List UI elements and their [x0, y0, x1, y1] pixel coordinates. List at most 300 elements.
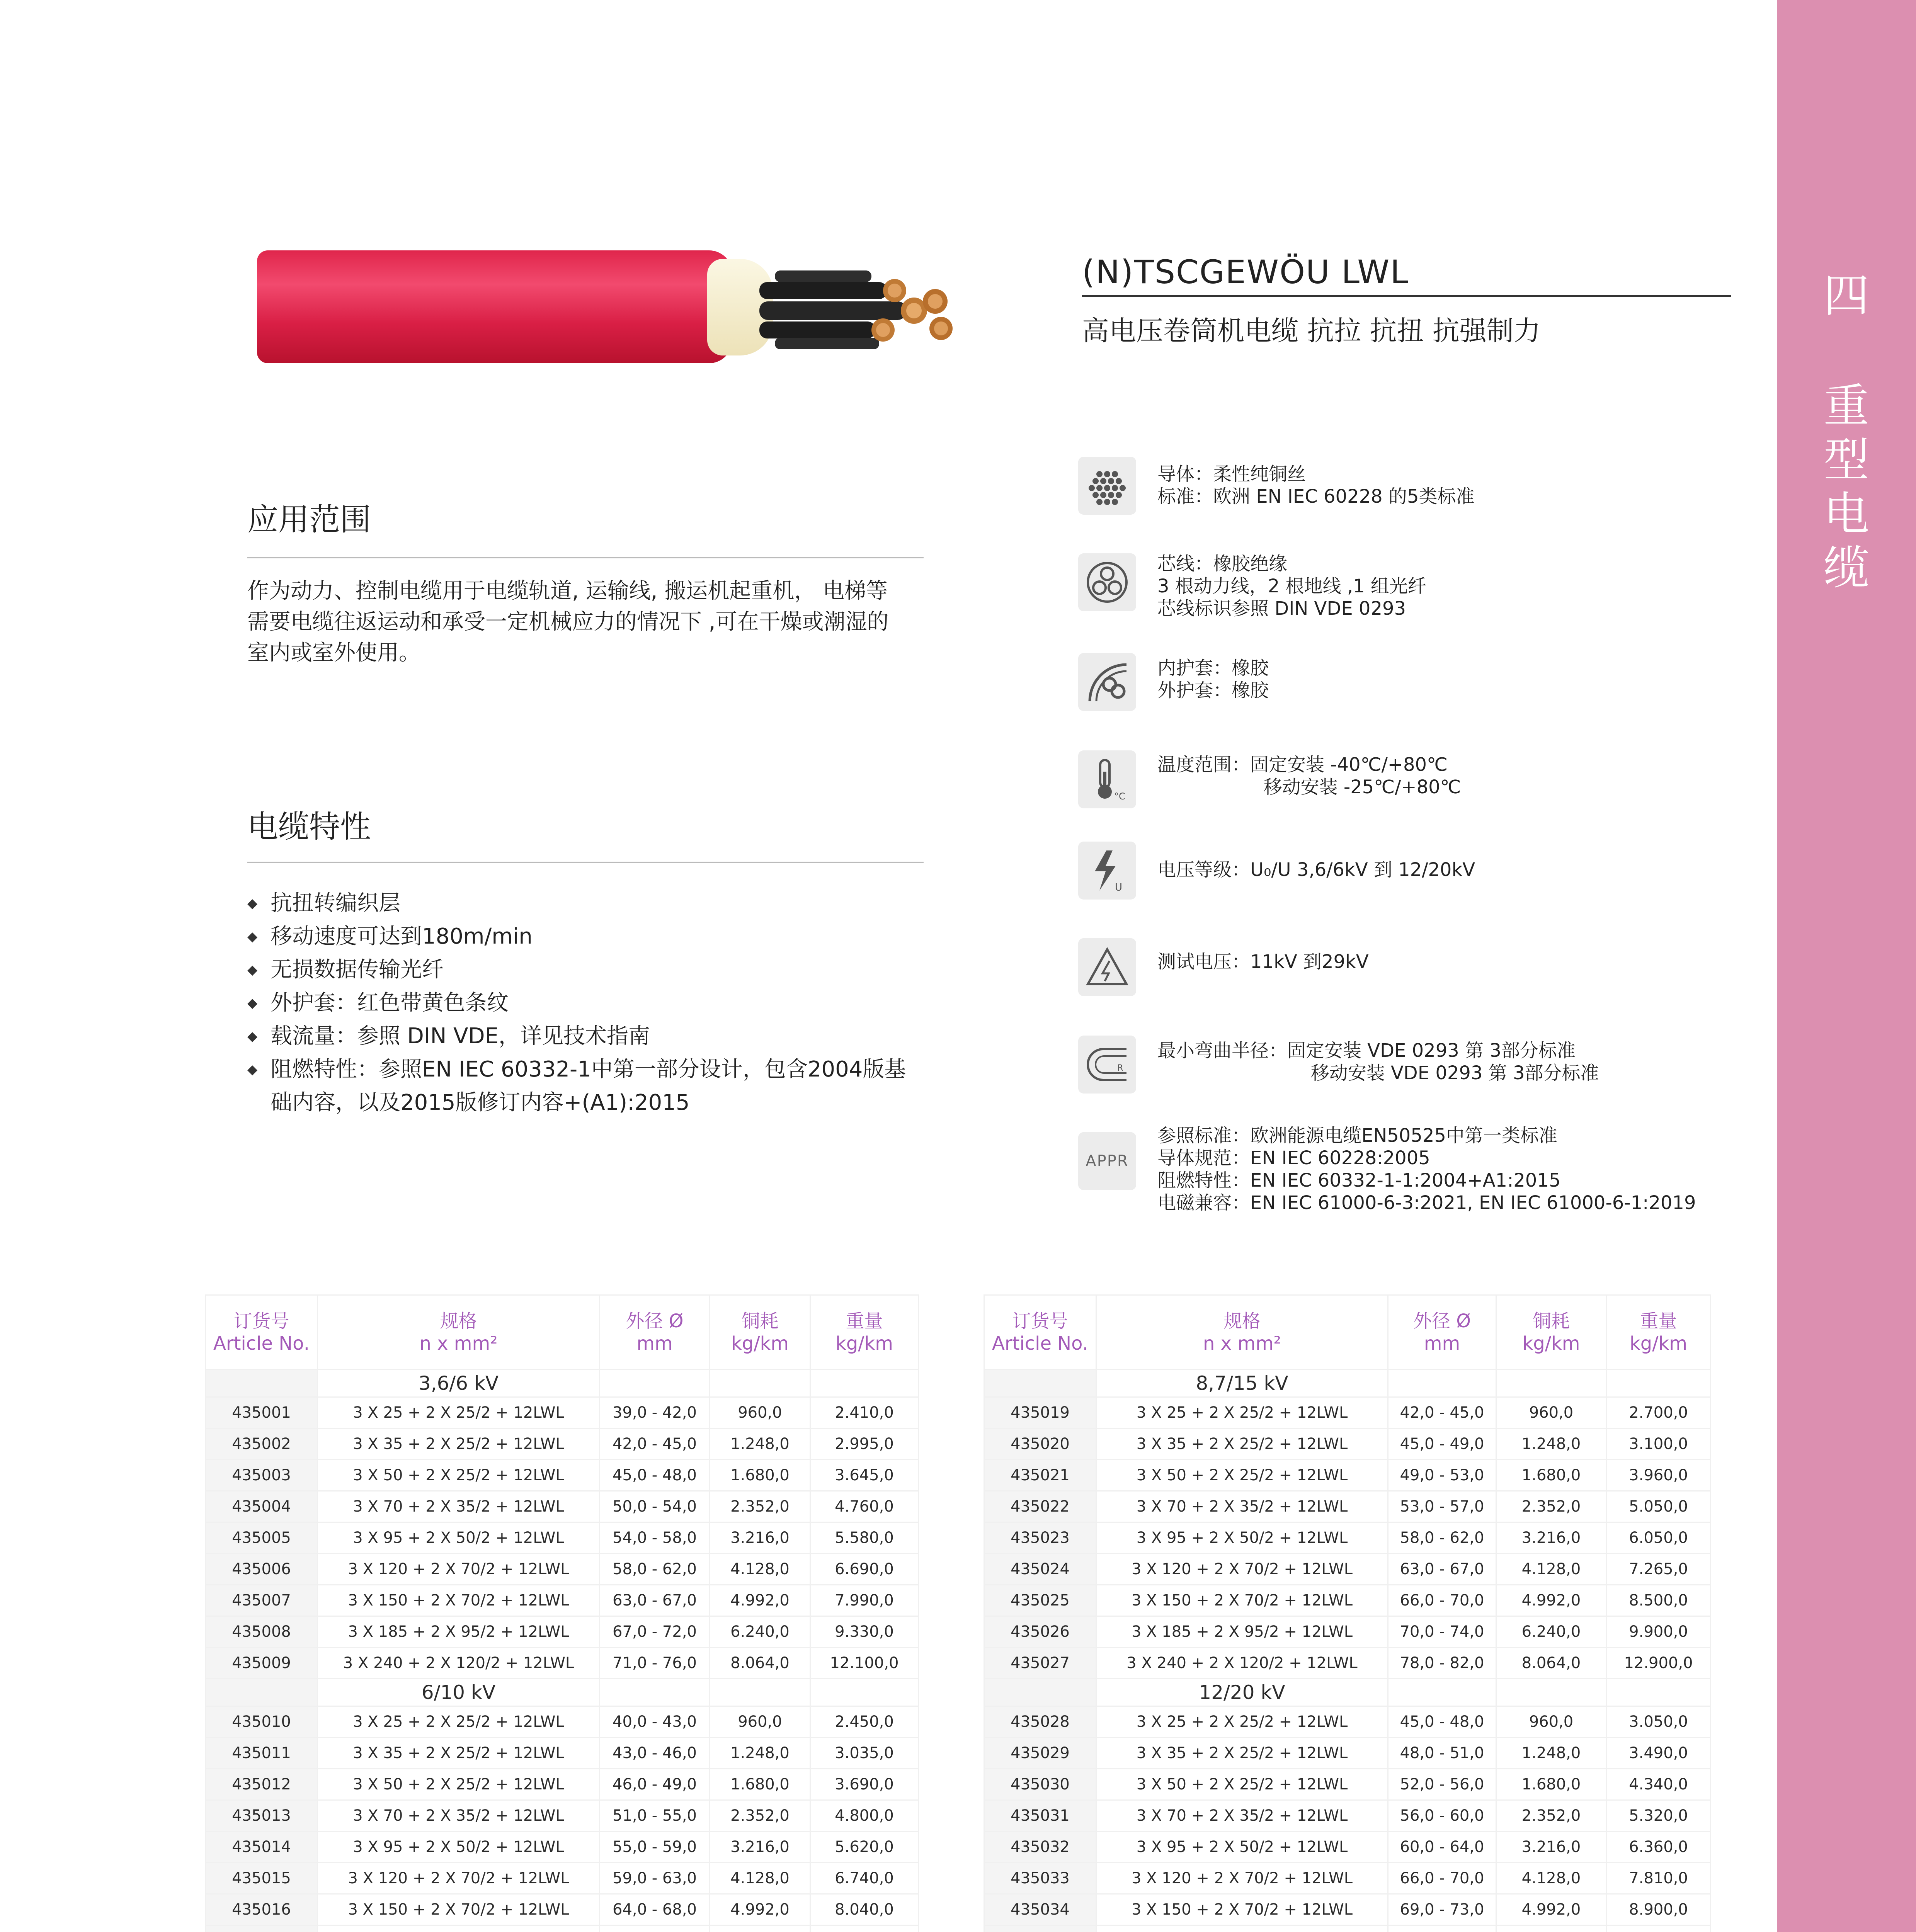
spec-size: 3 X 120 + 2 X 70/2 + 12LWL — [1096, 1554, 1388, 1585]
article-number: 435022 — [984, 1491, 1096, 1522]
spec-size: 3 X 50 + 2 X 25/2 + 12LWL — [318, 1769, 600, 1800]
copper-weight: 4.128,0 — [1496, 1863, 1606, 1894]
copper-weight: 1.680,0 — [710, 1460, 810, 1491]
spec-size: 3 X 35 + 2 X 25/2 + 12LWL — [1096, 1429, 1388, 1460]
table-row — [984, 1522, 1711, 1554]
outer-diameter: 40,0 - 43,0 — [600, 1706, 710, 1738]
article-number: 435002 — [206, 1429, 318, 1460]
spec-size: 3 X 70 + 2 X 35/2 + 12LWL — [318, 1491, 600, 1522]
article-number: 435021 — [984, 1460, 1096, 1491]
article-number: 435031 — [984, 1800, 1096, 1832]
header-weight — [1606, 1295, 1711, 1370]
empty-cell — [600, 1679, 710, 1706]
table-row — [206, 1738, 919, 1769]
article-number: 435007 — [206, 1585, 318, 1616]
header-article — [206, 1295, 318, 1370]
outer-diameter: 69,0 - 73,0 — [1388, 1894, 1496, 1925]
cable-weight: 2.995,0 — [810, 1429, 919, 1460]
spec-size: 3 X 50 + 2 X 25/2 + 12LWL — [1096, 1769, 1388, 1800]
article-number: 435003 — [206, 1460, 318, 1491]
application-text — [247, 576, 943, 668]
table-row — [984, 1706, 1711, 1738]
conductor-text: 导体：柔性纯铜丝 标准：欧洲 EN IEC 60228 的5类标准 — [1157, 463, 1475, 507]
empty-cell — [984, 1370, 1096, 1397]
spec-table-left — [205, 1294, 919, 1932]
outer-diameter: 71,0 - 76,0 — [600, 1648, 710, 1679]
copper-weight: 2.352,0 — [1496, 1800, 1606, 1832]
table-row — [206, 1616, 919, 1648]
spec-size: 3 X 150 + 2 X 70/2 + 12LWL — [1096, 1894, 1388, 1925]
copper-weight: 3.216,0 — [1496, 1522, 1606, 1554]
spec-size: 3 X 25 + 2 X 25/2 + 12LWL — [318, 1397, 600, 1429]
voltage-group-row — [206, 1370, 919, 1397]
outer-diameter: 55,0 - 59,0 — [600, 1832, 710, 1863]
product-title: (N)TSCGEWÖU LWL — [1082, 253, 1409, 291]
outer-diameter: 67,0 - 72,0 — [600, 1616, 710, 1648]
empty-cell — [1606, 1370, 1711, 1397]
empty-cell — [1496, 1370, 1606, 1397]
copper-weight: 1.680,0 — [710, 1769, 810, 1800]
cable-weight: 6.690,0 — [810, 1554, 919, 1585]
spec-size — [318, 1925, 600, 1932]
empty-cell — [1388, 1370, 1496, 1397]
cable-weight: 5.580,0 — [810, 1522, 919, 1554]
empty-cell — [1496, 1679, 1606, 1706]
outer-diameter: 54,0 - 58,0 — [600, 1522, 710, 1554]
table-row — [984, 1769, 1711, 1800]
article-number: 435030 — [984, 1769, 1096, 1800]
cable-weight: 7.990,0 — [810, 1585, 919, 1616]
cable-weight — [1606, 1925, 1711, 1932]
spec-size: 3 X 95 + 2 X 50/2 + 12LWL — [318, 1522, 600, 1554]
outer-diameter — [600, 1925, 710, 1932]
header-od-line: 外径 Ø — [1413, 1310, 1471, 1332]
voltage-group-label: 3,6/6 kV — [318, 1370, 600, 1397]
copper-weight: 960,0 — [1496, 1397, 1606, 1429]
outer-diameter: 59,0 - 63,0 — [600, 1863, 710, 1894]
spec-size: 3 X 50 + 2 X 25/2 + 12LWL — [1096, 1460, 1388, 1491]
outer-diameter: 45,0 - 48,0 — [600, 1460, 710, 1491]
table-row — [206, 1554, 919, 1585]
empty-cell — [984, 1679, 1096, 1706]
spec-size: 3 X 70 + 2 X 35/2 + 12LWL — [1096, 1491, 1388, 1522]
outer-diameter: 50,0 - 54,0 — [600, 1491, 710, 1522]
spec-size: 3 X 185 + 2 X 95/2 + 12LWL — [1096, 1616, 1388, 1648]
article-number: 435009 — [206, 1648, 318, 1679]
section-title-char: 重 — [1823, 379, 1869, 432]
article-number: 435012 — [206, 1769, 318, 1800]
thermometer-icon — [1078, 750, 1136, 808]
table-row — [206, 1925, 919, 1932]
section-title-char: 缆 — [1823, 541, 1869, 595]
spec-size: 3 X 25 + 2 X 25/2 + 12LWL — [1096, 1706, 1388, 1738]
copper-weight: 1.248,0 — [710, 1738, 810, 1769]
copper-weight: 1.248,0 — [1496, 1429, 1606, 1460]
table-row — [984, 1738, 1711, 1769]
header-spec-line: n x mm² — [1203, 1333, 1281, 1354]
outer-diameter: 42,0 - 45,0 — [1388, 1397, 1496, 1429]
article-number — [206, 1925, 318, 1932]
article-number: 435034 — [984, 1894, 1096, 1925]
empty-cell — [206, 1679, 318, 1706]
spec-size: 3 X 150 + 2 X 70/2 + 12LWL — [318, 1894, 600, 1925]
table-row — [206, 1769, 919, 1800]
cable-weight: 5.050,0 — [1606, 1491, 1711, 1522]
table-row — [206, 1460, 919, 1491]
article-number: 435005 — [206, 1522, 318, 1554]
outer-diameter: 78,0 - 82,0 — [1388, 1648, 1496, 1679]
outer-diameter: 58,0 - 62,0 — [600, 1554, 710, 1585]
outer-diameter: 39,0 - 42,0 — [600, 1397, 710, 1429]
header-article-line: 订货号 — [233, 1310, 289, 1332]
copper-weight: 4.128,0 — [710, 1554, 810, 1585]
copper-weight: 960,0 — [710, 1706, 810, 1738]
spec-size: 3 X 35 + 2 X 25/2 + 12LWL — [318, 1429, 600, 1460]
core-text: 芯线：橡胶绝缘 3 根动力线，2 根地线 ,1 组光纤 芯线标识参照 DIN VDE 0293 — [1157, 553, 1426, 619]
empty-cell — [1606, 1679, 1711, 1706]
header-article-line: 订货号 — [1012, 1310, 1068, 1332]
header-copper-line: kg/km — [1522, 1333, 1580, 1354]
article-number: 435013 — [206, 1800, 318, 1832]
header-weight-line: 重量 — [1640, 1310, 1677, 1332]
copper-weight: 960,0 — [710, 1397, 810, 1429]
cable-weight: 3.490,0 — [1606, 1738, 1711, 1769]
table-row — [984, 1800, 1711, 1832]
cable-weight: 2.450,0 — [810, 1706, 919, 1738]
header-article-line: Article No. — [992, 1333, 1088, 1354]
cable-weight: 4.800,0 — [810, 1800, 919, 1832]
standards-text: 参照标准：欧洲能源电缆EN50525中第一类标准 导体规范：EN IEC 60228:2005 阻燃特性：EN IEC 60332-1-1:2004+A1:2015 电磁兼容：EN IEC 61000-6-3:2021, EN IEC 61000-6-1:2019 — [1157, 1125, 1696, 1214]
copper-weight: 2.352,0 — [710, 1491, 810, 1522]
table-row — [984, 1648, 1711, 1679]
cable-weight: 12.900,0 — [1606, 1648, 1711, 1679]
bending-radius-icon — [1078, 1036, 1136, 1094]
cable-weight: 2.700,0 — [1606, 1397, 1711, 1429]
table-row — [206, 1800, 919, 1832]
spec-size: 3 X 35 + 2 X 25/2 + 12LWL — [318, 1738, 600, 1769]
spec-size: 3 X 95 + 2 X 50/2 + 12LWL — [318, 1832, 600, 1863]
article-number: 435006 — [206, 1554, 318, 1585]
table-row — [206, 1491, 919, 1522]
characteristic-item: ◆ 阻燃特性：参照EN IEC 60332-1中第一部分设计，包含2004版基 — [247, 1053, 943, 1086]
article-number — [984, 1925, 1096, 1932]
table-row — [206, 1706, 919, 1738]
characteristic-item-continued: 础内容，以及2015版修订内容+(A1):2015 — [271, 1090, 690, 1115]
voltage-group-label: 6/10 kV — [318, 1679, 600, 1706]
application-line: 作为动力、控制电缆用于电缆轨道, 运输线, 搬运机起重机， 电梯等 — [247, 578, 888, 604]
empty-cell — [810, 1679, 919, 1706]
characteristics-divider — [247, 862, 924, 863]
outer-diameter: 45,0 - 48,0 — [1388, 1706, 1496, 1738]
cable-weight: 6.360,0 — [1606, 1832, 1711, 1863]
cable-weight — [810, 1925, 919, 1932]
article-number: 435001 — [206, 1397, 318, 1429]
spec-size: 3 X 25 + 2 X 25/2 + 12LWL — [1096, 1397, 1388, 1429]
table-row — [206, 1397, 919, 1429]
header-spec-line: 规格 — [440, 1310, 477, 1332]
test-voltage-icon — [1078, 938, 1136, 996]
article-number: 435010 — [206, 1706, 318, 1738]
table-row — [984, 1429, 1711, 1460]
table-row — [984, 1460, 1711, 1491]
article-number: 435023 — [984, 1522, 1096, 1554]
product-subtitle: 高电压卷筒机电缆 抗拉 抗扭 抗强制力 — [1082, 315, 1541, 347]
header-weight-line: kg/km — [1630, 1333, 1687, 1354]
spec-size: 3 X 150 + 2 X 70/2 + 12LWL — [1096, 1585, 1388, 1616]
cable-outer-sheath — [257, 250, 732, 363]
spec-size: 3 X 70 + 2 X 35/2 + 12LWL — [318, 1800, 600, 1832]
cable-weight: 3.690,0 — [810, 1769, 919, 1800]
header-copper-line: kg/km — [731, 1333, 789, 1354]
cable-weight: 9.330,0 — [810, 1616, 919, 1648]
table-row — [984, 1397, 1711, 1429]
empty-cell — [1388, 1679, 1496, 1706]
cable-weight: 3.645,0 — [810, 1460, 919, 1491]
empty-cell — [600, 1370, 710, 1397]
article-number: 435024 — [984, 1554, 1096, 1585]
table-row — [984, 1894, 1711, 1925]
table-row — [984, 1863, 1711, 1894]
spec-size: 3 X 95 + 2 X 50/2 + 12LWL — [1096, 1522, 1388, 1554]
approval-icon-label: APPR — [1086, 1152, 1129, 1170]
copper-weight — [710, 1925, 810, 1932]
cable-weight: 8.040,0 — [810, 1894, 919, 1925]
copper-weight: 4.128,0 — [1496, 1554, 1606, 1585]
copper-weight: 6.240,0 — [1496, 1616, 1606, 1648]
outer-diameter: 43,0 - 46,0 — [600, 1738, 710, 1769]
copper-weight: 4.128,0 — [710, 1863, 810, 1894]
table-row — [984, 1925, 1711, 1932]
copper-weight: 3.216,0 — [710, 1832, 810, 1863]
header-weight-line: kg/km — [835, 1333, 893, 1354]
header-od-line: mm — [636, 1333, 673, 1354]
article-number: 435008 — [206, 1616, 318, 1648]
cable-weight: 5.620,0 — [810, 1832, 919, 1863]
copper-weight: 1.248,0 — [1496, 1738, 1606, 1769]
copper-weight: 4.992,0 — [1496, 1585, 1606, 1616]
characteristic-item: ◆ 抗扭转编织层 — [247, 887, 943, 920]
header-copper — [710, 1295, 810, 1370]
outer-diameter: 45,0 - 49,0 — [1388, 1429, 1496, 1460]
application-heading: 应用范围 — [247, 502, 371, 537]
empty-cell — [206, 1370, 318, 1397]
voltage-text: 电压等级：U₀/U 3,6/6kV 到 12/20kV — [1157, 859, 1475, 881]
outer-diameter: 60,0 - 64,0 — [1388, 1832, 1496, 1863]
cable-weight: 3.960,0 — [1606, 1460, 1711, 1491]
article-number: 435027 — [984, 1648, 1096, 1679]
outer-diameter: 64,0 - 68,0 — [600, 1894, 710, 1925]
outer-diameter: 56,0 - 60,0 — [1388, 1800, 1496, 1832]
bending-radius-text: 最小弯曲半径：固定安装 VDE 0293 第 3部分标准 移动安装 VDE 0293 第 3部分标准 — [1157, 1040, 1599, 1084]
spec-size: 3 X 50 + 2 X 25/2 + 12LWL — [318, 1460, 600, 1491]
voltage-group-label: 8,7/15 kV — [1096, 1370, 1388, 1397]
copper-weight: 960,0 — [1496, 1706, 1606, 1738]
header-copper-line: 铜耗 — [741, 1310, 779, 1332]
application-line: 需要电缆往返运动和承受一定机械应力的情况下 ,可在干燥或潮湿的 — [247, 609, 889, 634]
article-number: 435028 — [984, 1706, 1096, 1738]
copper-weight: 3.216,0 — [710, 1522, 810, 1554]
table-row — [984, 1585, 1711, 1616]
cable-weight: 3.035,0 — [810, 1738, 919, 1769]
spec-table-right — [984, 1294, 1711, 1932]
cable-weight: 3.050,0 — [1606, 1706, 1711, 1738]
table-row — [984, 1616, 1711, 1648]
cable-weight: 7.810,0 — [1606, 1863, 1711, 1894]
copper-weight — [1496, 1925, 1606, 1932]
table-row — [206, 1585, 919, 1616]
cable-weight: 8.500,0 — [1606, 1585, 1711, 1616]
spec-size: 3 X 35 + 2 X 25/2 + 12LWL — [1096, 1738, 1388, 1769]
spec-size: 3 X 120 + 2 X 70/2 + 12LWL — [1096, 1863, 1388, 1894]
table-row — [984, 1491, 1711, 1522]
cable-image — [257, 247, 964, 367]
cable-weight: 8.900,0 — [1606, 1894, 1711, 1925]
article-number: 435015 — [206, 1863, 318, 1894]
copper-weight: 3.216,0 — [1496, 1832, 1606, 1863]
article-number: 435029 — [984, 1738, 1096, 1769]
copper-weight: 1.680,0 — [1496, 1769, 1606, 1800]
copper-weight: 2.352,0 — [1496, 1491, 1606, 1522]
spec-size: 3 X 120 + 2 X 70/2 + 12LWL — [318, 1554, 600, 1585]
svg-text:°C: °C — [1114, 791, 1125, 802]
article-number: 435020 — [984, 1429, 1096, 1460]
header-spec-line: 规格 — [1223, 1310, 1261, 1332]
outer-diameter: 58,0 - 62,0 — [1388, 1522, 1496, 1554]
copper-weight: 8.064,0 — [1496, 1648, 1606, 1679]
spec-size: 3 X 25 + 2 X 25/2 + 12LWL — [318, 1706, 600, 1738]
article-number: 435004 — [206, 1491, 318, 1522]
header-spec-line: n x mm² — [419, 1333, 498, 1354]
cable-cores-icon — [759, 255, 960, 363]
spec-size: 3 X 150 + 2 X 70/2 + 12LWL — [318, 1585, 600, 1616]
header-spec — [1096, 1295, 1388, 1370]
characteristic-item: ◆ 外护套：红色带黄色条纹 — [247, 986, 943, 1020]
outer-diameter: 66,0 - 70,0 — [1388, 1863, 1496, 1894]
test-voltage-text: 测试电压：11kV 到29kV — [1157, 951, 1369, 973]
table-row — [206, 1648, 919, 1679]
table-row — [206, 1522, 919, 1554]
spec-size: 3 X 95 + 2 X 50/2 + 12LWL — [1096, 1832, 1388, 1863]
sheath-text: 内护套：橡胶 外护套：橡胶 — [1157, 657, 1269, 701]
conductor-strands-icon — [1078, 457, 1136, 515]
header-copper — [1496, 1295, 1606, 1370]
copper-weight: 2.352,0 — [710, 1800, 810, 1832]
voltage-group-row — [984, 1679, 1711, 1706]
voltage-group-row — [206, 1679, 919, 1706]
characteristic-item: ◆ 载流量：参照 DIN VDE，详见技术指南 — [247, 1020, 943, 1053]
characteristic-item: ◆ 移动速度可达到180m/min — [247, 920, 943, 953]
article-number: 435026 — [984, 1616, 1096, 1648]
outer-diameter — [1388, 1925, 1496, 1932]
empty-cell — [810, 1370, 919, 1397]
spec-size: 3 X 240 + 2 X 120/2 + 12LWL — [1096, 1648, 1388, 1679]
cable-weight: 7.265,0 — [1606, 1554, 1711, 1585]
article-number: 435019 — [984, 1397, 1096, 1429]
spec-size — [1096, 1925, 1388, 1932]
article-number: 435014 — [206, 1832, 318, 1863]
outer-diameter: 52,0 - 56,0 — [1388, 1769, 1496, 1800]
article-number: 435025 — [984, 1585, 1096, 1616]
copper-weight: 4.992,0 — [710, 1585, 810, 1616]
cable-weight: 9.900,0 — [1606, 1616, 1711, 1648]
article-number: 435033 — [984, 1863, 1096, 1894]
copper-weight: 4.992,0 — [1496, 1894, 1606, 1925]
voltage-group-row — [984, 1370, 1711, 1397]
table-row — [206, 1429, 919, 1460]
core-insulation-icon — [1078, 553, 1136, 611]
outer-diameter: 53,0 - 57,0 — [1388, 1491, 1496, 1522]
copper-weight: 4.992,0 — [710, 1894, 810, 1925]
svg-text:U: U — [1115, 882, 1123, 893]
outer-diameter: 42,0 - 45,0 — [600, 1429, 710, 1460]
temperature-text: 温度范围：固定安装 -40℃/+80℃ 移动安装 -25℃/+80℃ — [1157, 754, 1461, 798]
cable-weight: 4.760,0 — [810, 1491, 919, 1522]
table-row — [984, 1554, 1711, 1585]
characteristics-heading: 电缆特性 — [247, 809, 371, 845]
table-row — [206, 1832, 919, 1863]
outer-diameter: 49,0 - 53,0 — [1388, 1460, 1496, 1491]
outer-diameter: 63,0 - 67,0 — [600, 1585, 710, 1616]
cable-weight: 6.740,0 — [810, 1863, 919, 1894]
outer-diameter: 46,0 - 49,0 — [600, 1769, 710, 1800]
header-od — [1388, 1295, 1496, 1370]
sheath-icon — [1078, 653, 1136, 711]
cable-weight: 3.100,0 — [1606, 1429, 1711, 1460]
copper-weight: 1.680,0 — [1496, 1460, 1606, 1491]
table-row — [206, 1894, 919, 1925]
spec-size: 3 X 240 + 2 X 120/2 + 12LWL — [318, 1648, 600, 1679]
voltage-icon — [1078, 842, 1136, 900]
table-row — [206, 1863, 919, 1894]
cable-weight: 12.100,0 — [810, 1648, 919, 1679]
header-article-line: Article No. — [213, 1333, 310, 1354]
header-weight-line: 重量 — [846, 1310, 883, 1332]
header-od — [600, 1295, 710, 1370]
characteristic-item: ◆ 无损数据传输光纤 — [247, 953, 943, 986]
header-article — [984, 1295, 1096, 1370]
outer-diameter: 63,0 - 67,0 — [1388, 1554, 1496, 1585]
section-title-char: 型 — [1823, 433, 1869, 486]
section-number: 四 — [1823, 269, 1869, 322]
application-line: 室内或室外使用。 — [247, 640, 420, 665]
header-od-line: mm — [1424, 1333, 1460, 1354]
spec-size: 3 X 70 + 2 X 35/2 + 12LWL — [1096, 1800, 1388, 1832]
copper-weight: 1.248,0 — [710, 1429, 810, 1460]
empty-cell — [710, 1370, 810, 1397]
article-number: 435011 — [206, 1738, 318, 1769]
outer-diameter: 70,0 - 74,0 — [1388, 1616, 1496, 1648]
outer-diameter: 66,0 - 70,0 — [1388, 1585, 1496, 1616]
cable-weight: 6.050,0 — [1606, 1522, 1711, 1554]
voltage-group-label: 12/20 kV — [1096, 1679, 1388, 1706]
spec-size: 3 X 120 + 2 X 70/2 + 12LWL — [318, 1863, 600, 1894]
outer-diameter: 51,0 - 55,0 — [600, 1800, 710, 1832]
article-number: 435032 — [984, 1832, 1096, 1863]
header-od-line: 外径 Ø — [626, 1310, 684, 1332]
svg-text:R: R — [1117, 1063, 1123, 1073]
empty-cell — [710, 1679, 810, 1706]
table-row — [984, 1832, 1711, 1863]
outer-diameter: 48,0 - 51,0 — [1388, 1738, 1496, 1769]
title-divider — [1082, 295, 1731, 297]
application-divider — [247, 557, 924, 558]
article-number: 435016 — [206, 1894, 318, 1925]
characteristics-list — [247, 887, 943, 1119]
cable-weight: 5.320,0 — [1606, 1800, 1711, 1832]
copper-weight: 6.240,0 — [710, 1616, 810, 1648]
copper-weight: 8.064,0 — [710, 1648, 810, 1679]
cable-weight: 4.340,0 — [1606, 1769, 1711, 1800]
